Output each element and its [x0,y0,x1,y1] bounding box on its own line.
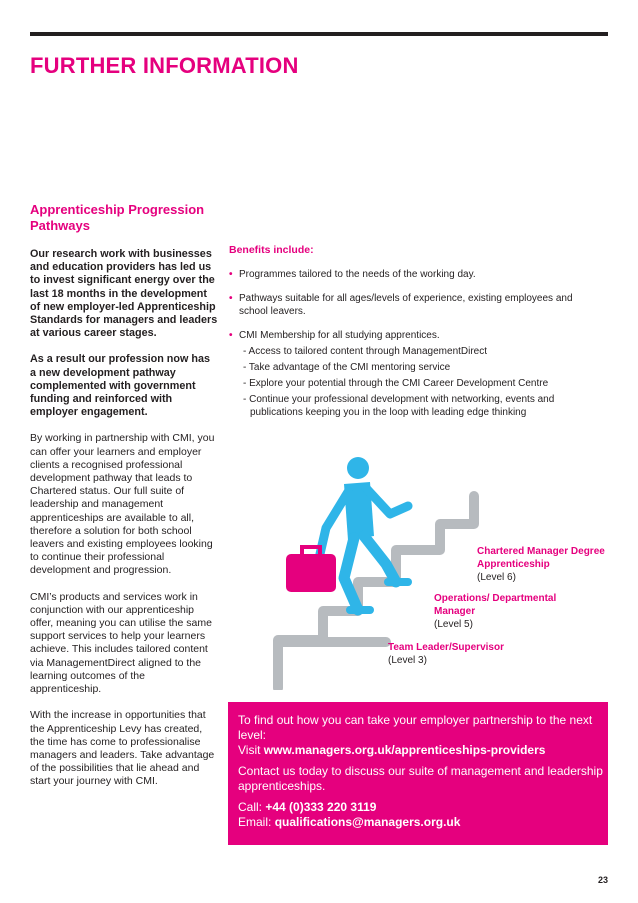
benefits-heading: Benefits include: [229,244,314,256]
benefits-section [229,244,589,430]
step-title: Team Leader/Supervisor [388,642,504,653]
benefit-text: Programmes tailored to the needs of the working day. [239,269,476,280]
top-rule [30,32,608,36]
bullet-icon: • [229,269,233,280]
step-label-level-5 [434,592,564,631]
page-title: FURTHER INFORMATION [30,53,299,78]
subitem: - Access to tailored content through ManagementDirect [243,346,488,357]
call-label: Call: [238,800,266,814]
cta-contact-text: Contact us today to discuss our suite of management and leadership apprenticeships. [238,764,603,793]
benefit-item [229,329,589,419]
section-title: Apprenticeship Progression Pathways [30,202,205,233]
email-label: Email: [238,815,275,829]
page-number: 23 [597,875,608,885]
body-paragraph-2: CMI’s products and services work in conjunction with our apprenticeship offer, meaning you can utilise the same support services to help your learners achieve. This includes tailored content via ManagementDirect aligned to the learning outcomes of the apprenticeship. [30,590,212,696]
cta-visit-prefix: Visit [238,743,264,757]
left-column [30,248,218,802]
bullet-icon: • [229,293,233,304]
briefcase-icon [286,547,336,592]
step-level: (Level 5) [434,619,473,630]
intro-paragraph-1: Our research work with businesses and education providers has led us to invest significant energy over the last 18 months in the development of new employer-led Apprenticeship Standards for managers and leaders at various career stages. [30,248,218,340]
subitem: - Take advantage of the CMI mentoring service [243,362,451,373]
step-title: Operations/ Departmental Manager [434,593,557,617]
body-paragraph-3: With the increase in opportunities that the Apprenticeship Levy has created, the time has come to professionalise managers and leaders. Take advantage of the possibilities that lie ahead and start your journey with CMI. [30,709,215,788]
benefit-text: Pathways suitable for all ages/levels of experience, existing employees and school leavers. [239,293,573,317]
body-paragraph-1: By working in partnership with CMI, you can offer your learners and employer clients a recognised professional development pathway that leads to Chartered status. Our full suite of leadership and management apprenticeships are available to all, therefore a solution for both school leavers and existing employees looking to continue their professional development and progression. [30,432,215,577]
website-link[interactable]: www.managers.org.uk/apprenticeships-providers [263,743,546,757]
bullet-icon: • [229,330,233,341]
cta-intro: To find out how you can take your employer partnership to the next level: [238,713,593,742]
membership-subitems [239,345,589,419]
step-label-level-6 [477,545,609,584]
phone-link[interactable]: +44 (0)333 220 3119 [265,800,377,814]
benefit-item [229,292,589,318]
contact-callout [228,702,608,845]
step-level: (Level 3) [388,655,427,666]
step-level: (Level 6) [477,572,516,583]
cta-line [238,713,608,758]
cta-contact-details [238,800,608,830]
benefit-item [229,268,589,281]
email-link[interactable]: qualifications@managers.org.uk [274,815,461,829]
subitem: - Explore your potential through the CMI Career Development Centre [243,378,549,389]
benefit-text: CMI Membership for all studying apprentices. [239,330,440,341]
intro-paragraph-2: As a result our profession now has a new development pathway complemented with government funding and reinforced with employer engagement. [30,353,210,419]
step-label-level-3 [388,641,528,667]
subitem: - Continue your professional development with networking, events and publications keeping you in the loop with leading edge thinking [243,394,555,418]
step-title: Chartered Manager Degree Apprenticeship [477,546,605,570]
